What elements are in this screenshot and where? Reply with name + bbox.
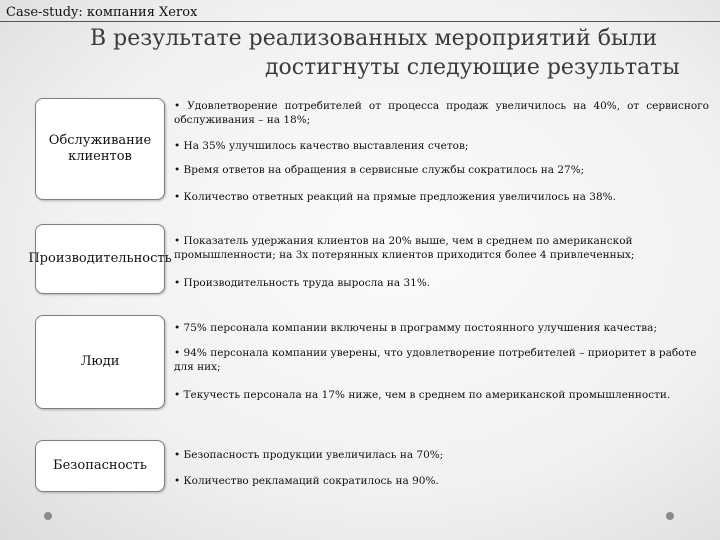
bullet-customer-satisfaction: • Удовлетворение потребителей от процесса продаж увеличилось на 40%, от сервисного обслуживания – на 18%; bbox=[174, 100, 709, 126]
bullet-billing-quality: • На 35% улучшилось качество выставления счетов; bbox=[174, 140, 469, 152]
bullet-response-time: • Время ответов на обращения в сервисные службы сократилось на 27%; bbox=[174, 164, 585, 176]
case-study-label: Case-study: компания Xerox bbox=[6, 5, 198, 20]
label-customer-service bbox=[35, 98, 165, 200]
label-safety-text: Безопасность bbox=[53, 458, 147, 473]
label-productivity-text: Производительность bbox=[28, 251, 172, 266]
label-people-text: Люди bbox=[80, 354, 120, 369]
slide-title-line-2: достигнуты следующие результаты bbox=[265, 55, 680, 80]
label-productivity bbox=[28, 224, 172, 294]
slide-title bbox=[60, 24, 720, 82]
decorative-dot-right bbox=[666, 512, 674, 520]
bullet-customer-priority: • 94% персонала компании уверены, что удовлетворение потребителей – приоритет в работе для них; bbox=[174, 347, 697, 373]
slide-title-line-1: В результате реализованных мероприятий были bbox=[90, 26, 658, 51]
label-customer-service-line-2: клиентов bbox=[68, 149, 132, 164]
header-divider bbox=[0, 21, 720, 22]
label-people bbox=[35, 315, 165, 409]
label-safety bbox=[35, 440, 165, 492]
bullet-complaints: • Количество рекламаций сократилось на 90%. bbox=[174, 475, 439, 487]
bullet-quality-program: • 75% персонала компании включены в программу постоянного улучшения качества; bbox=[174, 322, 657, 334]
bullet-staff-turnover: • Текучесть персонала на 17% ниже, чем в среднем по американской промышленности. bbox=[174, 389, 671, 401]
bullet-product-safety: • Безопасность продукции увеличилась на 70%; bbox=[174, 449, 444, 461]
bullet-labor-productivity: • Производительность труда выросла на 31%. bbox=[174, 277, 431, 289]
label-customer-service-line-1: Обслуживание bbox=[48, 133, 152, 148]
bullet-direct-offers: • Количество ответных реакций на прямые предложения увеличилось на 38%. bbox=[174, 191, 616, 203]
decorative-dot-left bbox=[44, 512, 52, 520]
bullet-client-retention: • Показатель удержания клиентов на 20% выше, чем в среднем по американской промышленности; на 3х потерянных клиентов приходится более 4 привлеченных; bbox=[174, 235, 635, 261]
